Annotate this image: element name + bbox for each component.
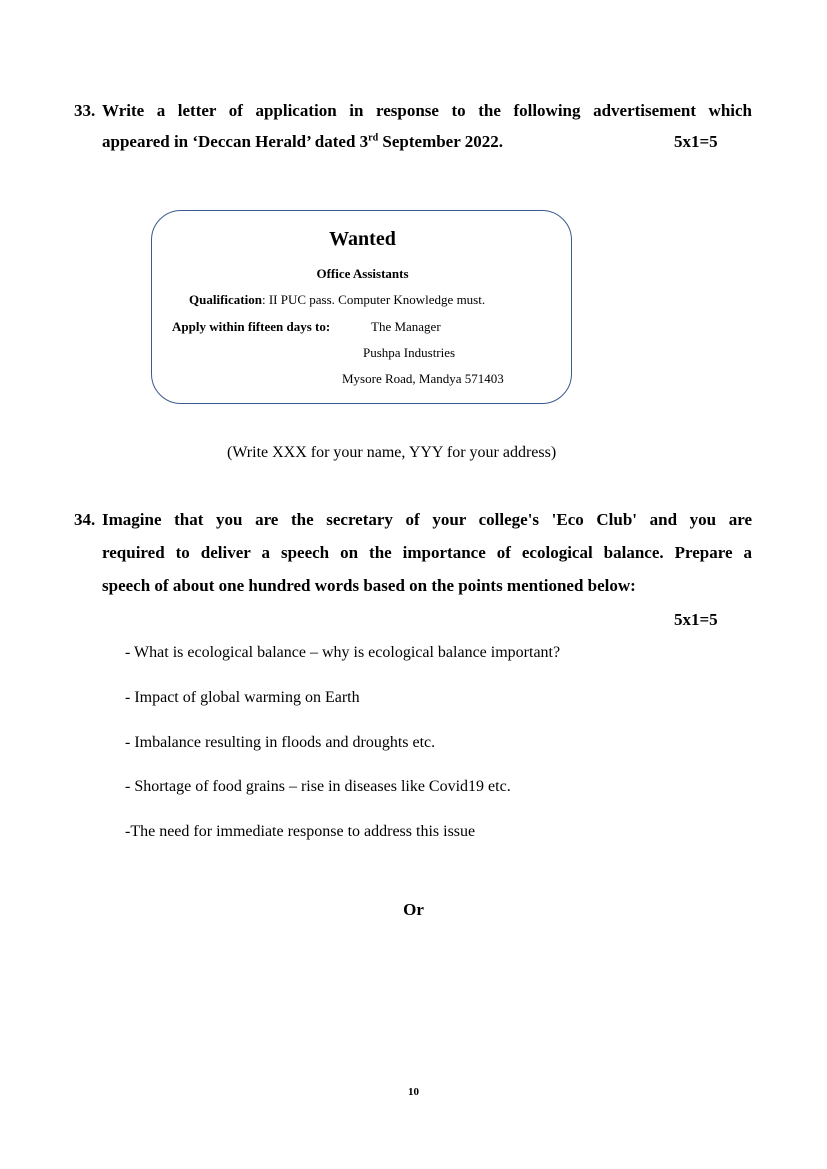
page-number: 10 [408, 1086, 419, 1098]
question-33-instruction: (Write XXX for your name, YYY for your address) [227, 444, 557, 461]
speech-point: - What is ecological balance – why is ecological balance important? [125, 644, 561, 661]
advert-address-line-3: Mysore Road, Mandya 571403 [342, 371, 504, 386]
question-33-line-2-main: appeared in ‘Deccan Herald’ dated 3 [102, 132, 369, 151]
advert-qualification-label: Qualification [189, 292, 262, 307]
question-33-line-2-end: September 2022. [378, 132, 503, 151]
advert-qualification [189, 292, 485, 308]
question-33-text-line-1: Write a letter of application in response to the following advertisement which [102, 101, 752, 120]
question-34-marks: 5x1=5 [674, 610, 718, 629]
advert-qualification-value: : II PUC pass. Computer Knowledge must. [261, 292, 486, 307]
question-33-number: 33. [74, 101, 96, 120]
question-33-marks: 5x1=5 [674, 132, 718, 151]
speech-point: - Imbalance resulting in floods and droughts etc. [125, 734, 436, 751]
advert-address-line-2: Pushpa Industries [363, 345, 456, 360]
question-34-text-line-2: required to deliver a speech on the importance of ecological balance. Prepare a [102, 543, 752, 562]
question-34-number: 34. [74, 510, 96, 529]
speech-point: - Shortage of food grains – rise in diseases like Covid19 etc. [125, 778, 511, 795]
advert-position: Office Assistants [316, 266, 409, 281]
ordinal-superscript: rd [368, 132, 379, 144]
advert-address-line-1: The Manager [371, 319, 441, 334]
question-34-text-line-3: speech of about one hundred words based on the points mentioned below: [102, 576, 636, 595]
question-34-text-line-1: Imagine that you are the secretary of your college's 'Eco Club' and you are [102, 510, 752, 529]
advert-apply-label: Apply within fifteen days to: [172, 319, 331, 334]
question-33-text-line-2 [102, 132, 503, 152]
advert-title: Wanted [329, 228, 396, 250]
speech-point: -The need for immediate response to address this issue [125, 823, 476, 840]
or-divider: Or [403, 900, 424, 919]
speech-point: - Impact of global warming on Earth [125, 689, 360, 706]
advertisement-box [151, 210, 572, 404]
